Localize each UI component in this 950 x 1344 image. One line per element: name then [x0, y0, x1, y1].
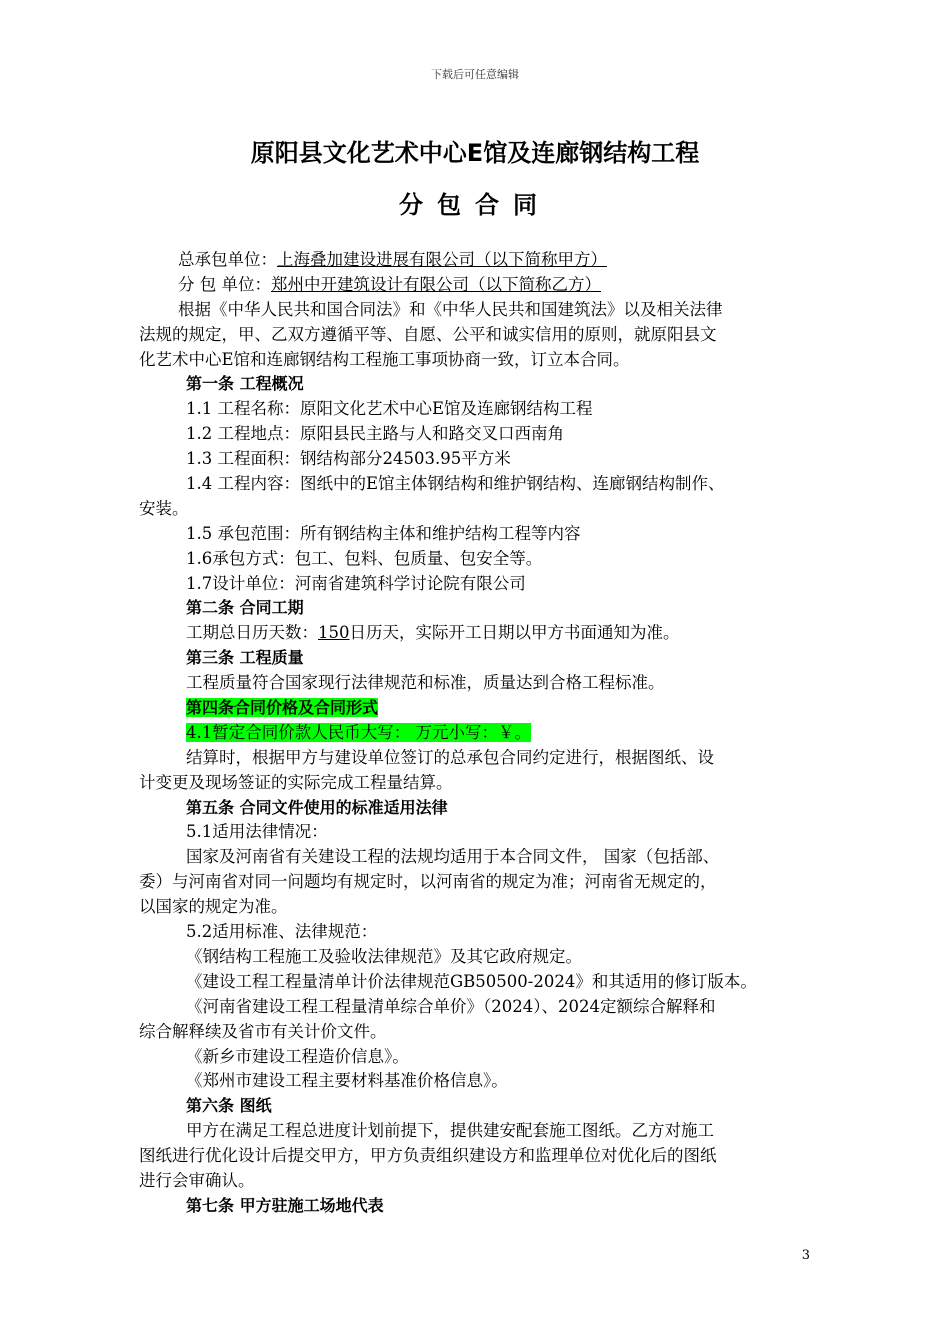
- article-6-title: 第六条 图纸: [186, 1096, 272, 1116]
- article-3-title: 第三条 工程质量: [186, 648, 304, 668]
- article-5-text: 以国家的规定为准。: [139, 897, 288, 917]
- article-2-title: 第二条 合同工期: [186, 598, 304, 618]
- page-number: 3: [801, 1248, 810, 1263]
- article-1-item: 1.5 承包范围：所有钢结构主体和维护结构工程等内容: [186, 523, 581, 543]
- article-1-item: 1.1 工程名称：原阳文化艺术中心E馆及连廊钢结构工程: [186, 399, 593, 419]
- article-4-title-text: 第四条合同价格及合同形式: [186, 698, 379, 718]
- article-4-title: [139, 696, 829, 721]
- article-5-list-item: 《钢结构工程施工及验收法律规范》及其它政府规定。: [186, 946, 582, 966]
- article-5-2: 5.2适用标准、法律规范：: [186, 922, 378, 942]
- article-5-text: 国家及河南省有关建设工程的法规均适用于本合同文件， 国家（包括部、: [186, 847, 720, 867]
- article-4-price: [139, 721, 829, 746]
- party-a-label: 总承包单位：: [178, 250, 277, 269]
- header-note: 下载后可任意编辑: [431, 68, 519, 81]
- article-6-text: 图纸进行优化设计后提交甲方，甲方负责组织建设方和监理单位对优化后的图纸: [139, 1146, 717, 1166]
- intro-line: 化艺术中心E馆和连廊钢结构工程施工事项协商一致，订立本合同。: [139, 349, 630, 369]
- article-5-list-item: 《建设工程工程量清单计价法律规范GB50500-2024》和其适用的修订版本。: [186, 971, 757, 991]
- article-5-text: 委）与河南省对同一问题均有规定时，以河南省的规定为准；河南省无规定的，: [139, 872, 717, 892]
- article-2-days: 150: [318, 623, 350, 643]
- article-6-text: 进行会审确认。: [139, 1170, 255, 1190]
- article-5-list-item: 《河南省建设工程工程量清单综合单价》（2024）、2024定额综合解释和: [186, 996, 716, 1016]
- party-b-line: [139, 273, 829, 298]
- article-2-post: 日历天，实际开工日期以甲方书面通知为准。: [349, 623, 680, 643]
- article-1-item: 1.6承包方式：包工、包料、包质量、包安全等。: [186, 548, 543, 568]
- article-4-price-text: 4.1暂定合同价款人民币大写： 万元小写：￥。: [186, 722, 531, 742]
- article-1-item-cont: 安装。: [139, 498, 189, 518]
- article-5-list-cont: 综合解释续及省市有关计价文件。: [139, 1021, 387, 1041]
- article-2-text: [139, 621, 829, 646]
- article-5-1: 5.1适用法律情况：: [186, 822, 328, 842]
- article-7-title: 第七条 甲方驻施工场地代表: [186, 1195, 384, 1215]
- article-1-title: 第一条 工程概况: [186, 374, 304, 394]
- article-5-title: 第五条 合同文件使用的标准适用法律: [186, 797, 448, 817]
- document-subtitle: 分包合同: [399, 191, 551, 219]
- article-4-text: 结算时，根据甲方与建设单位签订的总承包合同约定进行，根据图纸、设: [186, 747, 714, 767]
- article-2-pre: 工期总日历天数：: [186, 623, 318, 643]
- intro-line: 根据《中华人民共和国合同法》和《中华人民共和国建筑法》以及相关法律: [178, 299, 723, 319]
- article-3-text: 工程质量符合国家现行法律规范和标准，质量达到合格工程标准。: [186, 673, 665, 693]
- document-title: 原阳县文化艺术中心E馆及连廊钢结构工程: [250, 139, 700, 167]
- article-1-item: 1.7设计单位：河南省建筑科学讨论院有限公司: [186, 573, 526, 593]
- contract-body: [139, 248, 829, 1219]
- article-1-item: 1.2 工程地点：原阳县民主路与人和路交叉口西南角: [186, 424, 564, 444]
- article-4-text: 计变更及现场签证的实际完成工程量结算。: [139, 772, 453, 792]
- party-a-value: 上海叠加建设进展有限公司（以下简称甲方）: [277, 250, 607, 269]
- article-1-item: 1.3 工程面积：钢结构部分24503.95平方米: [186, 449, 511, 469]
- article-5-list-item: 《郑州市建设工程主要材料基准价格信息》。: [186, 1071, 508, 1091]
- intro-line: 法规的规定，甲、乙双方遵循平等、自愿、公平和诚实信用的原则，就原阳县文: [139, 324, 717, 344]
- article-6-text: 甲方在满足工程总进度计划前提下，提供建安配套施工图纸。乙方对施工: [186, 1121, 714, 1141]
- party-a-line: [139, 248, 829, 273]
- article-1-item: 1.4 工程内容：图纸中的E馆主体钢结构和维护钢结构、连廊钢结构制作、: [186, 474, 725, 494]
- party-b-value: 郑州中开建筑设计有限公司（以下简称乙方）: [271, 274, 601, 294]
- article-5-list-item: 《新乡市建设工程造价信息》。: [186, 1046, 409, 1066]
- party-b-label: 分 包 单位：: [178, 274, 271, 294]
